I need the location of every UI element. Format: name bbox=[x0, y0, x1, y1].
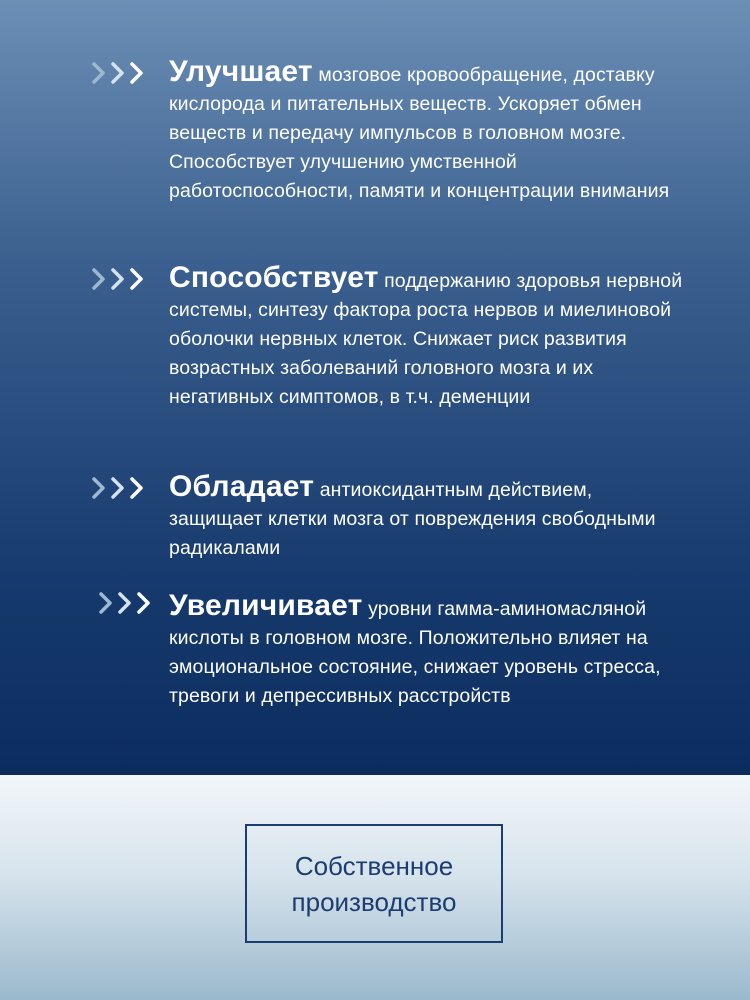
badge-text: Собственное производство bbox=[291, 850, 457, 917]
benefit-text-1 bbox=[169, 57, 689, 206]
benefit-description-3: антиоксидантным действием, защищает клетки мозга от повреждения свободными радикалами bbox=[169, 479, 656, 559]
own-production-badge bbox=[245, 824, 503, 943]
triple-chevron-right-icon bbox=[91, 61, 153, 85]
benefit-description-1: мозговое кровообращение, доставку кислорода и питательных веществ. Ускоряет обмен веществ и передачу импульсов в головном мозге. Способствует улучшению умственной работоспособности, памяти и концентрации внимания bbox=[169, 64, 670, 202]
triple-chevron-right-icon bbox=[91, 476, 153, 500]
benefit-description-4: уровни гамма-аминомасляной кислоты в головном мозге. Положительно влияет на эмоциональное состояние, снижает уровень стресса, тревоги и депрессивных расстройств bbox=[169, 598, 661, 707]
benefit-description-2: поддержанию здоровья нервной системы, синтезу фактора роста нервов и миелиновой оболочки нервных клеток. Снижает риск развития возрастных заболеваний головного мозга и их негативных симптомов, в т.ч. деменции bbox=[169, 270, 683, 408]
benefit-title-3: Обладает bbox=[169, 470, 315, 503]
benefit-text-3 bbox=[169, 472, 689, 563]
benefit-text-4 bbox=[169, 591, 689, 711]
triple-chevron-right-icon bbox=[91, 267, 153, 291]
triple-chevron-right-icon bbox=[98, 591, 160, 615]
benefit-title-2: Способствует bbox=[169, 261, 379, 294]
benefit-text-2 bbox=[169, 263, 689, 412]
benefit-title-1: Улучшает bbox=[169, 55, 313, 88]
benefit-title-4: Увеличивает bbox=[169, 589, 363, 622]
